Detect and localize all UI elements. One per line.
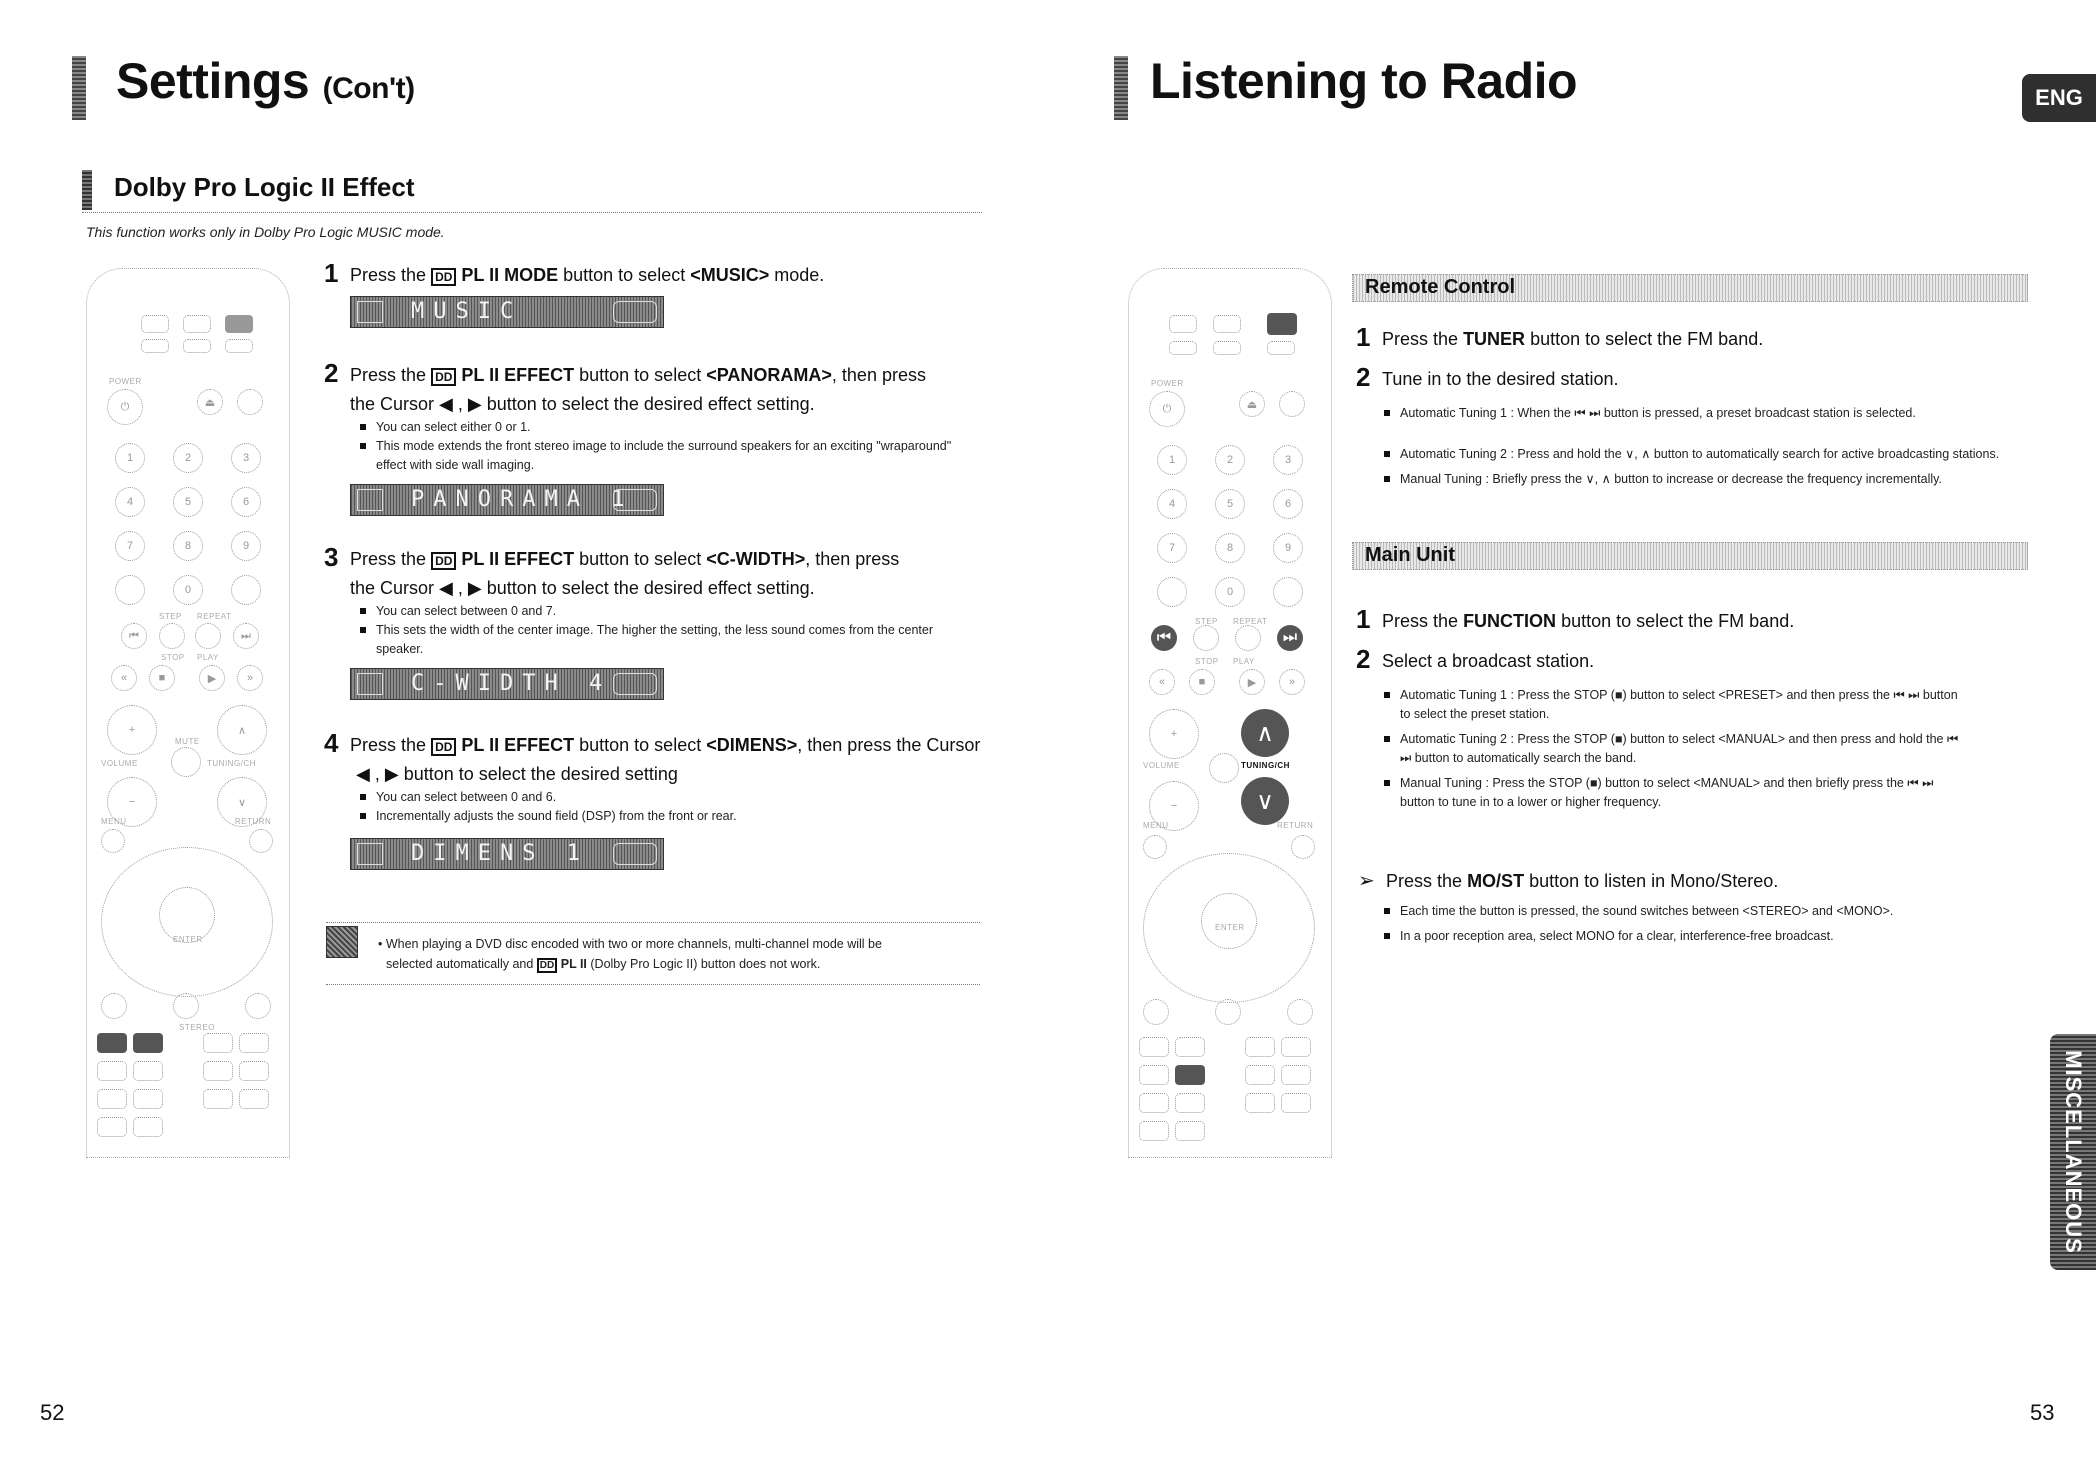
stop-label: STOP [161,653,185,662]
number-1-button: 1 [115,443,145,473]
volume-down-icon: − [107,777,157,827]
remote-button [203,1089,233,1109]
main-unit-header [1352,542,2028,570]
bullet-item: You can select between 0 and 7. [358,602,958,621]
note-icon [326,926,358,958]
number-5-button: 5 [1215,489,1245,519]
remote-button [1169,315,1197,333]
play-icon: ▶ [1239,669,1265,695]
number-1-button: 1 [1157,445,1187,475]
skip-back-icon: ⏮ [1151,625,1177,651]
remote-control-illustration [1128,268,1332,1158]
display-indicator [613,489,657,511]
note-top-rule [326,922,980,923]
number-0-button: 0 [1215,577,1245,607]
pl2-mode-button [97,1033,127,1053]
number-3-button: 3 [1273,445,1303,475]
menu-label: MENU [101,817,127,826]
note-bottom-rule [326,984,980,985]
step-icon [159,623,185,649]
note-line-2: selected automatically and DD PL II (Dolby Pro Logic II) button does not work. [386,957,821,971]
tip-arrow-icon: ➢ [1358,870,1375,892]
remote-button [239,1089,269,1109]
remote-button [1287,999,1313,1025]
return-label: RETURN [1277,821,1314,830]
remote-button [141,339,169,353]
step-2-text: Press the DD PL II EFFECT button to select <PANORAMA>, then press [350,365,926,385]
remote-button [203,1061,233,1081]
bullet-item: Automatic Tuning 2 : Press and hold the ∨, ∧ button to automatically search for active broadcasting stations. [1382,445,2042,464]
volume-up-icon: + [1149,709,1199,759]
step-3-line2: the Cursor ◀ , ▶ button to select the desired effect setting. [350,578,815,598]
remote-button [1143,999,1169,1025]
step-label: STEP [1195,617,1218,626]
display-music [350,296,664,328]
bullet-item: Automatic Tuning 1 : When the ⏮ ⏭ button is pressed, a preset broadcast station is selected. [1382,404,2042,423]
remote-button [183,315,211,333]
step-label: STEP [159,612,182,621]
step-1-text: Press the DD PL II MODE button to select <MUSIC> mode. [350,265,825,285]
eject-icon: ⏏ [197,389,223,415]
display-panorama [350,484,664,516]
bullet-item: This sets the width of the center image. The higher the setting, the less sound comes from the center speaker. [358,621,958,659]
remote-control-illustration [86,268,290,1158]
title-marker [72,56,86,120]
repeat-label: REPEAT [1233,617,1268,626]
remote-button [97,1117,127,1137]
step-2-bullets [358,418,958,475]
tuning-label: TUNING/CH [207,759,256,768]
remote-button [1169,341,1197,355]
bullet-item: Manual Tuning : Briefly press the ∨, ∧ button to increase or decrease the frequency incrementally. [1382,470,2042,489]
channel-down-icon: ∨ [217,777,267,827]
channel-down-icon: ∨ [1241,777,1289,825]
tuning-label: TUNING/CH [1241,761,1290,770]
enter-label: ENTER [173,935,203,944]
mu-step-1-text: Press the FUNCTION button to select the FM band. [1382,611,1795,631]
bullet-item: Automatic Tuning 1 : Press the STOP (■) button to select <PRESET> and then press the ⏮ ⏭ button to select the preset station. [1382,686,1962,724]
step-4-number: 4 [324,728,339,758]
remote-button [1281,1037,1311,1057]
rc-bullets [1382,404,2042,489]
bullet-item: This mode extends the front stereo image to include the surround speakers for an exciting "wraparound" effect with side wall imaging. [358,437,958,475]
stop-label: STOP [1195,657,1219,666]
rewind-icon: « [111,665,137,691]
remote-button [1139,1065,1169,1085]
remote-button [141,315,169,333]
enter-label: ENTER [1215,923,1245,932]
bullet-item: Incrementally adjusts the sound field (DSP) from the front or rear. [358,807,958,826]
mono-stereo-text: Press the MO/ST button to listen in Mono/Stereo. [1386,871,1779,891]
remote-button [1157,577,1187,607]
section-marker [82,170,92,210]
mo-st-button [1175,1065,1205,1085]
display-text: DIMENS 1 [411,841,589,866]
step-4-line2: ◀ , ▶ button to select the desired setting [356,764,678,784]
skip-back-icon: ⏮ [121,623,147,649]
volume-label: VOLUME [101,759,138,768]
eject-icon: ⏏ [1239,391,1265,417]
number-7-button: 7 [115,531,145,561]
mu-step-2-text: Select a broadcast station. [1382,651,1595,671]
repeat-icon [1235,625,1261,651]
remote-button [101,993,127,1019]
skip-forward-icon: ⏭ [233,623,259,649]
step-3-number: 3 [324,542,339,572]
pl2-effect-button [133,1033,163,1053]
step-2-line2: the Cursor ◀ , ▶ button to select the desired effect setting. [350,394,815,414]
number-5-button: 5 [173,487,203,517]
volume-down-icon: − [1149,781,1199,831]
return-icon [1291,835,1315,859]
tuner-button [225,315,253,333]
number-2-button: 2 [173,443,203,473]
dolby-logo: DD [431,368,456,386]
remote-control-header-text: Remote Control [1365,276,1515,298]
remote-button [1175,1037,1205,1057]
number-4-button: 4 [1157,489,1187,519]
remote-button [97,1089,127,1109]
remote-button [225,339,253,353]
display-indicator [613,301,657,323]
display-icon [357,489,383,511]
power-icon: ⏻ [1149,391,1185,427]
remote-button [239,1061,269,1081]
number-9-button: 9 [1273,533,1303,563]
note-line-1: • When playing a DVD disc encoded with two or more channels, multi-channel mode will be [378,937,882,951]
step-icon [1193,625,1219,651]
step-3-text: Press the DD PL II EFFECT button to select <C-WIDTH>, then press [350,549,900,569]
remote-control-header [1352,274,2028,302]
play-label: PLAY [197,653,219,662]
mu-bullets [1382,686,1962,812]
remote-button [1281,1065,1311,1085]
stereo-label: STEREO [179,1023,215,1032]
remote-button [183,339,211,353]
number-3-button: 3 [231,443,261,473]
rc-step-2-text: Tune in to the desired station. [1382,369,1619,389]
rc-step-1-number: 1 [1356,322,1371,352]
remote-button [1215,999,1241,1025]
bullet-item: In a poor reception area, select MONO for a clear, interference-free broadcast. [1382,927,2042,946]
skip-forward-icon: ⏭ [1277,625,1303,651]
bullet-item: Manual Tuning : Press the STOP (■) button to select <MANUAL> and then briefly press the ⏮ ⏭ button to tune in to a lower or higher frequency. [1382,774,1962,812]
repeat-label: REPEAT [197,612,232,621]
remote-button [1175,1121,1205,1141]
enter-button [1201,893,1257,949]
main-unit-header-text: Main Unit [1365,544,1455,566]
number-9-button: 9 [231,531,261,561]
display-indicator [613,843,657,865]
chapter-tab-text: MISCELLANEOUS [2061,1050,2086,1254]
channel-up-icon: ∧ [1241,709,1289,757]
power-label: POWER [1151,379,1184,388]
fast-forward-icon: » [237,665,263,691]
remote-button [1281,1093,1311,1113]
remote-button [1139,1093,1169,1113]
repeat-icon [195,623,221,649]
fast-forward-icon: » [1279,669,1305,695]
number-6-button: 6 [231,487,261,517]
bullet-item: Automatic Tuning 2 : Press the STOP (■) button to select <MANUAL> and then press and hold the ⏮ ⏭ button to automatically search the band. [1382,730,1962,768]
menu-icon [101,829,125,853]
stop-icon: ■ [1189,669,1215,695]
language-tab: ENG [2022,74,2096,122]
display-text: PANORAMA 1 [411,487,634,512]
page-title-settings [116,52,415,110]
display-indicator [613,673,657,695]
remote-button [1279,391,1305,417]
remote-button [1245,1093,1275,1113]
remote-button [203,1033,233,1053]
menu-label: MENU [1143,821,1169,830]
title-marker [1114,56,1128,120]
tuner-button [1267,313,1297,335]
mute-icon [1209,753,1239,783]
step-2-number: 2 [324,358,339,388]
remote-button [245,993,271,1019]
section-divider [82,212,982,213]
mu-step-2-number: 2 [1356,644,1371,674]
dolby-logo: DD [431,738,456,756]
remote-button [133,1089,163,1109]
bullet-item: You can select either 0 or 1. [358,418,958,437]
bullet-item: You can select between 0 and 6. [358,788,958,807]
rewind-icon: « [1149,669,1175,695]
play-icon: ▶ [199,665,225,691]
remote-button [1273,577,1303,607]
return-label: RETURN [235,817,272,826]
remote-button [1213,315,1241,333]
volume-label: VOLUME [1143,761,1180,770]
step-4-bullets [358,788,958,826]
remote-button [239,1033,269,1053]
remote-button [1213,341,1241,355]
title-suffix: (Con't) [322,72,415,105]
remote-button [237,389,263,415]
step-3-bullets [358,602,958,659]
number-7-button: 7 [1157,533,1187,563]
menu-icon [1143,835,1167,859]
mono-stereo-bullets [1382,902,2042,946]
section-title: Dolby Pro Logic II Effect [114,172,415,202]
mute-icon [171,747,201,777]
remote-button [1175,1093,1205,1113]
remote-button [1245,1037,1275,1057]
power-label: POWER [109,377,142,386]
display-dimens [350,838,664,870]
number-0-button: 0 [173,575,203,605]
number-6-button: 6 [1273,489,1303,519]
step-4-text: Press the DD PL II EFFECT button to select <DIMENS>, then press the Cursor [350,735,981,755]
display-icon [357,673,383,695]
remote-button [1267,341,1295,355]
intro-text: This function works only in Dolby Pro Logic MUSIC mode. [86,224,445,240]
channel-up-icon: ∧ [217,705,267,755]
dolby-logo: DD [431,552,456,570]
remote-button [97,1061,127,1081]
power-icon: ⏻ [107,389,143,425]
stop-icon: ■ [149,665,175,691]
number-4-button: 4 [115,487,145,517]
remote-button [133,1117,163,1137]
chapter-tab [2050,1034,2096,1270]
display-icon [357,843,383,865]
rc-step-2-number: 2 [1356,362,1371,392]
remote-button [231,575,261,605]
page-title-radio: Listening to Radio [1150,53,1578,109]
return-icon [249,829,273,853]
number-8-button: 8 [173,531,203,561]
dolby-logo: DD [431,268,456,286]
display-c-width [350,668,664,700]
step-1-number: 1 [324,258,339,288]
mute-label: MUTE [175,737,200,746]
display-text: C-WIDTH 4 [411,671,612,696]
play-label: PLAY [1233,657,1255,666]
number-8-button: 8 [1215,533,1245,563]
dolby-logo: DD [537,958,557,973]
remote-button [115,575,145,605]
mu-step-1-number: 1 [1356,604,1371,634]
page-number-left: 52 [40,1400,65,1425]
rc-step-1-text: Press the TUNER button to select the FM band. [1382,329,1764,349]
title-text: Settings [116,53,310,109]
remote-button [173,993,199,1019]
bullet-item: Each time the button is pressed, the sound switches between <STEREO> and <MONO>. [1382,902,2042,921]
number-2-button: 2 [1215,445,1245,475]
remote-button [133,1061,163,1081]
display-icon [357,301,383,323]
page-number-right: 53 [2030,1400,2055,1425]
remote-button [1139,1121,1169,1141]
display-text: MUSIC [411,299,523,324]
volume-up-icon: + [107,705,157,755]
remote-button [1245,1065,1275,1085]
remote-button [1139,1037,1169,1057]
